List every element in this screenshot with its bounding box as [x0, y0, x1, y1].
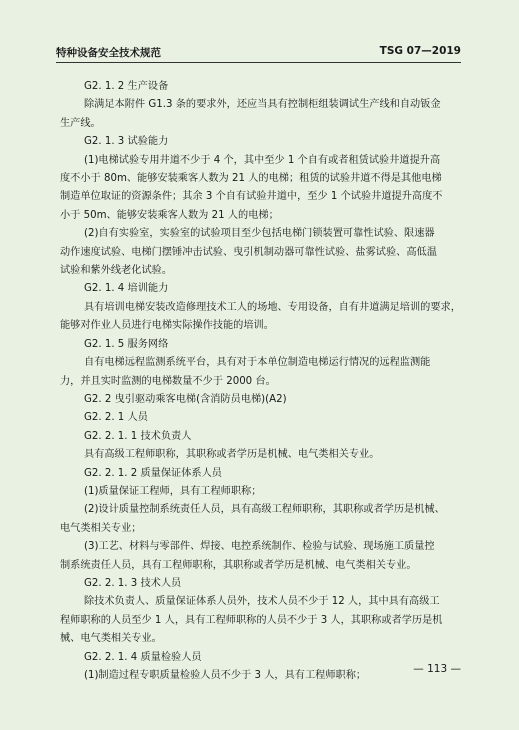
section-heading: G2. 2. 1. 2 质量保证体系人员: [84, 467, 222, 479]
section-heading: G2. 1. 2 生产设备: [84, 81, 169, 92]
paragraph-continuation: 度不小于 80m、能够安装乘客人数为 21 人的电梯；租赁的试验井道不得是其他电梯: [60, 173, 442, 185]
paragraph-continuation: 电气类相关专业；: [60, 522, 142, 534]
section-heading: G2. 2 曳引驱动乘客电梯(含消防员电梯)(A2): [84, 393, 287, 405]
paragraph-continuation: 试验和紫外线老化试验。: [60, 265, 173, 277]
header-code: TSG 07—2019: [379, 45, 461, 57]
document-body: [60, 78, 461, 685]
paragraph-continuation: 力，并且实时监测的电梯数量不少于 2000 台。: [60, 375, 276, 387]
paragraph-continuation: 程师职称的人员至少 1 人，具有工程师职称的人员不少于 3 人，其职称或者学历是机: [60, 614, 443, 626]
paragraph-continuation: 动作速度试验、电梯门摆锤冲击试验、曳引机制动器可靠性试验、盐雾试验、高低温: [60, 246, 437, 258]
section-heading: G2. 1. 3 试验能力: [84, 136, 169, 148]
paragraph-continuation: 制造单位取证的资源条件；其余 3 个自有试验井道中，至少 1 个试验井道提升高度不: [60, 191, 443, 203]
paragraph-line: (1)电梯试验专用井道不少于 4 个，其中至少 1 个自有或者租赁试验井道提升高: [84, 154, 441, 166]
paragraph-line: 除满足本附件 G1.3 条的要求外，还应当具有控制柜组装调试生产线和自动钣金: [84, 99, 441, 111]
paragraph-line: 自有电梯远程监测系统平台，具有对于本单位制造电梯运行情况的远程监测能: [84, 357, 431, 369]
paragraph-continuation: 械、电气类相关专业。: [60, 633, 162, 645]
paragraph-line: (2)自有实验室，实验室的试验项目至少包括电梯门锁装置可靠性试验、限速器: [84, 228, 435, 240]
paragraph-continuation: 小于 50m、能够安装乘客人数为 21 人的电梯；: [60, 209, 279, 221]
section-heading: G2. 1. 5 服务网络: [84, 338, 169, 350]
paragraph-continuation: 生产线。: [60, 117, 101, 129]
paragraph-line: 除技术负责人、质量保证体系人员外，技术人员不少于 12 人，其中具有高级工: [84, 596, 440, 608]
section-heading: G2. 2. 1 人员: [84, 412, 148, 424]
paragraph-continuation: 能够对作业人员进行电梯实际操作技能的培训。: [60, 320, 274, 332]
paragraph-line: (3)工艺、材料与零部件、焊接、电控系统制作、检验与试验、现场施工质量控: [84, 541, 435, 553]
section-heading: G2. 2. 1. 4 质量检验人员: [84, 651, 202, 663]
section-heading: G2. 2. 1. 1 技术负责人: [84, 430, 192, 442]
page-header: [56, 42, 461, 63]
paragraph-line: 具有高级工程师职称，其职称或者学历是机械、电气类相关专业。: [84, 449, 380, 461]
page-number: — 113 —: [413, 663, 461, 675]
paragraph-continuation: 制系统责任人员，具有工程师职称，其职称或者学历是机械、电气类相关专业。: [60, 559, 417, 571]
section-heading: G2. 2. 1. 3 技术人员: [84, 577, 182, 589]
paragraph-line: 具有培训电梯安装改造修理技术工人的场地、专用设备，自有井道满足培训的要求，: [84, 301, 461, 313]
header-title: 特种设备安全技术规范: [56, 47, 161, 59]
paragraph-line: (2)设计质量控制系统责任人员，具有高级工程师职称，其职称或者学历是机械、: [84, 504, 445, 516]
section-heading: G2. 1. 4 培训能力: [84, 283, 169, 295]
paragraph-line: (1)质量保证工程师，具有工程师职称；: [84, 485, 262, 497]
paragraph-line: (1)制造过程专职质量检验人员不少于 3 人，具有工程师职称；: [84, 670, 367, 681]
